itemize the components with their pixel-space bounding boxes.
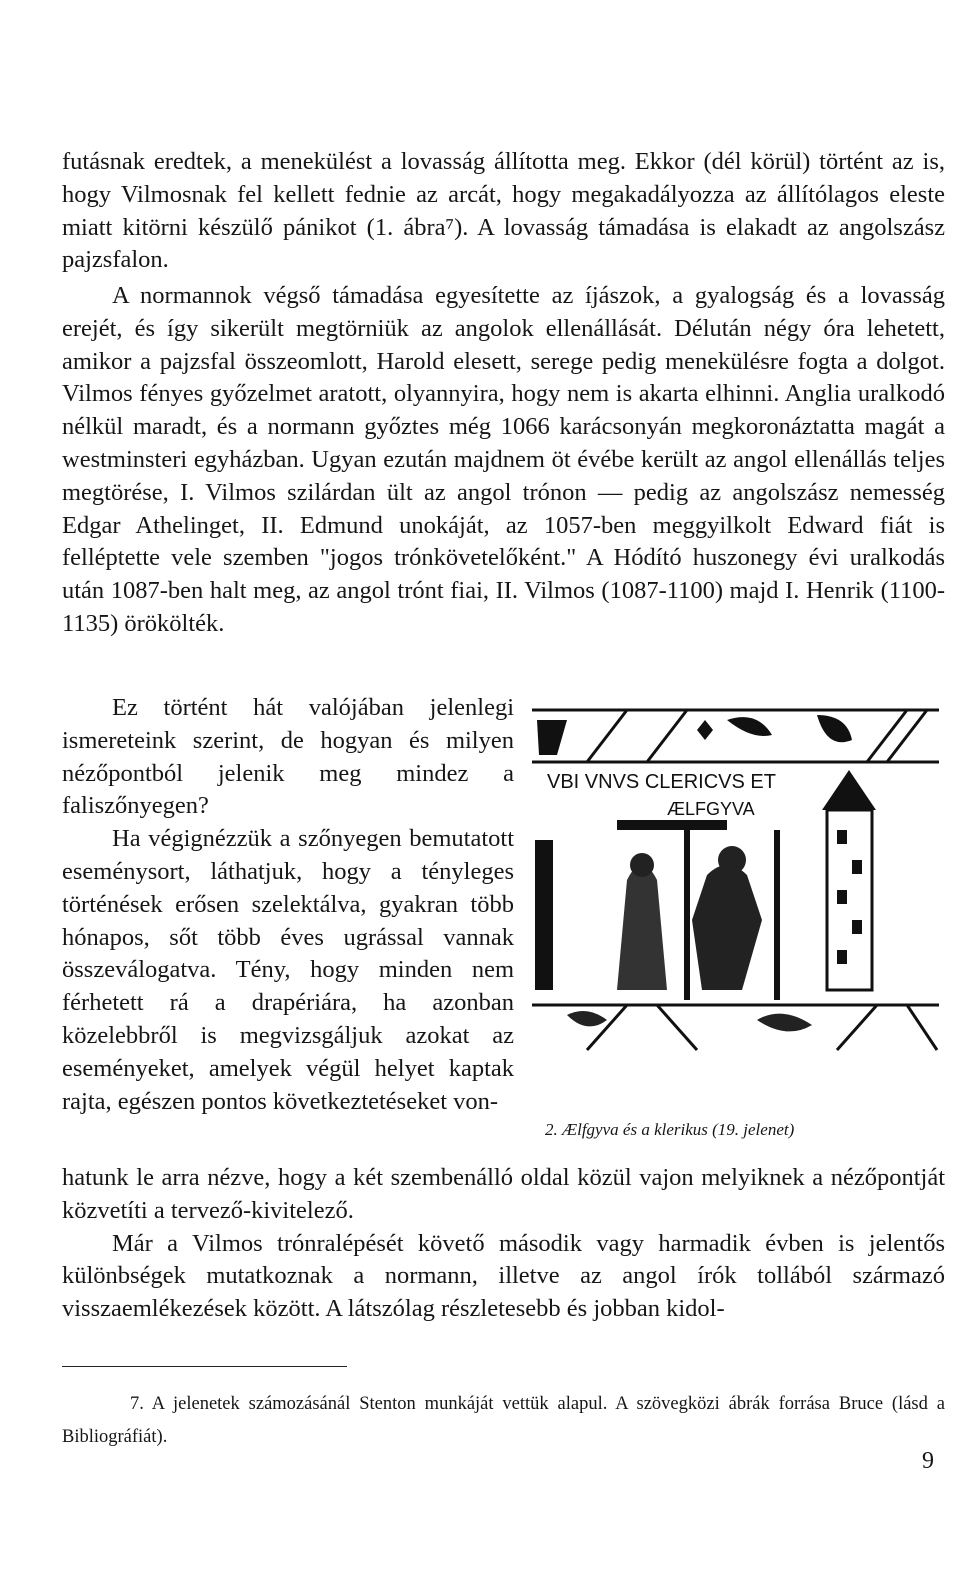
paragraph-4-start: Ha végignézzük a szőnyegen bemutatott eseménysort, láthatjuk, hogy a tényleges történések erősen szelektálva, gyakran több hónapos, sőt több éves ugrással vannak összeválogatva. Tény, hogy minden nem férhetett rá a drapériára, ha azonban közelebbről is megvizsgáljuk azokat az eseményeket, amelyek végül helyet kaptak rajta, egészen pontos következtetéseket von- <box>62 825 514 1115</box>
page-number: 9 <box>922 1448 934 1474</box>
footnote: 7. A jelenetek számozásánál Stenton munkáját vettük alapul. A szövegközi ábrák forrása Bruce (lásd a Bibliográfiát). <box>62 1394 945 1447</box>
tapestry-figure <box>527 700 944 1060</box>
wrap-column <box>62 692 514 1118</box>
paragraph-2: A normannok végső támadása egyesítette az íjászok, a gyalogság és a lovasság erejét, és így sikerült megtörniük az angolok ellenállását. Délután négy óra lehetett, amikor a pajzsfal összeomlott, Harold elesett, serege pedig menekülésre fogta a dolgot. Vilmos fényes győzelmet aratott, olyannyira, hogy nem is akarta elhinni. Anglia uralkodó nélkül maradt, és a normann győztes még 1066 karácsonyán megkoronáztatta magát a westminsteri egyházban. Ugyan ezután majdnem öt évébe került az angol ellenállás teljes megtörése, I. Vilmos szilárdan ült az angol trónon — pedig az angolszász nemesség Edgar Athelinget, II. Edmund unokáját, az 1057-ben meggyilkolt Edward fiát is felléptette vele szemben "jogos trónkövetelőként." A Hódító huszonegy évi uralkodás után 1087-ben halt meg, az angol trónt fiai, II. Vilmos (1087-1100) majd I. Henrik (1100-1135) örökölték. <box>62 282 945 637</box>
paragraph-4-end: hatunk le arra nézve, hogy a két szembenálló oldal közül vajon melyiknek a nézőpontját közvetíti a tervező-kivitelező. <box>62 1164 945 1224</box>
footnote-divider <box>62 1366 347 1367</box>
tapestry-illustration <box>527 700 944 1060</box>
tapestry-inscription-line1: VBI VNVS CLERICVS ET <box>547 771 776 793</box>
text-below-figure <box>62 1162 945 1326</box>
figure-caption: 2. Ælfgyva és a klerikus (19. jelenet) <box>545 1120 795 1139</box>
paragraph-5: Már a Vilmos trónralépését követő második vagy harmadik évben is jelentős különbségek mutatkoznak a normann, illetve az angol írók tollából származó visszaemlékezések között. A látszólag részletesebb és jobban kidol- <box>62 1229 945 1323</box>
tapestry-inscription-line2: ÆLFGYVA <box>667 799 755 819</box>
paragraph-3: Ez történt hát valójában jelenlegi ismereteink szerint, de hogyan és milyen nézőpontból jelenik meg mindez a faliszőnyegen? <box>62 694 514 820</box>
paragraph-1: futásnak eredtek, a menekülést a lovasság állította meg. Ekkor (dél körül) történt az is, hogy Vilmosnak fel kellett fednie az arcát, hogy megakadályozza az állítólagos eleste miatt kitörni készülő pánikot (1. ábra⁷). A lovasság támadása is elakadt az angolszász pajzsfalon. <box>62 148 945 274</box>
